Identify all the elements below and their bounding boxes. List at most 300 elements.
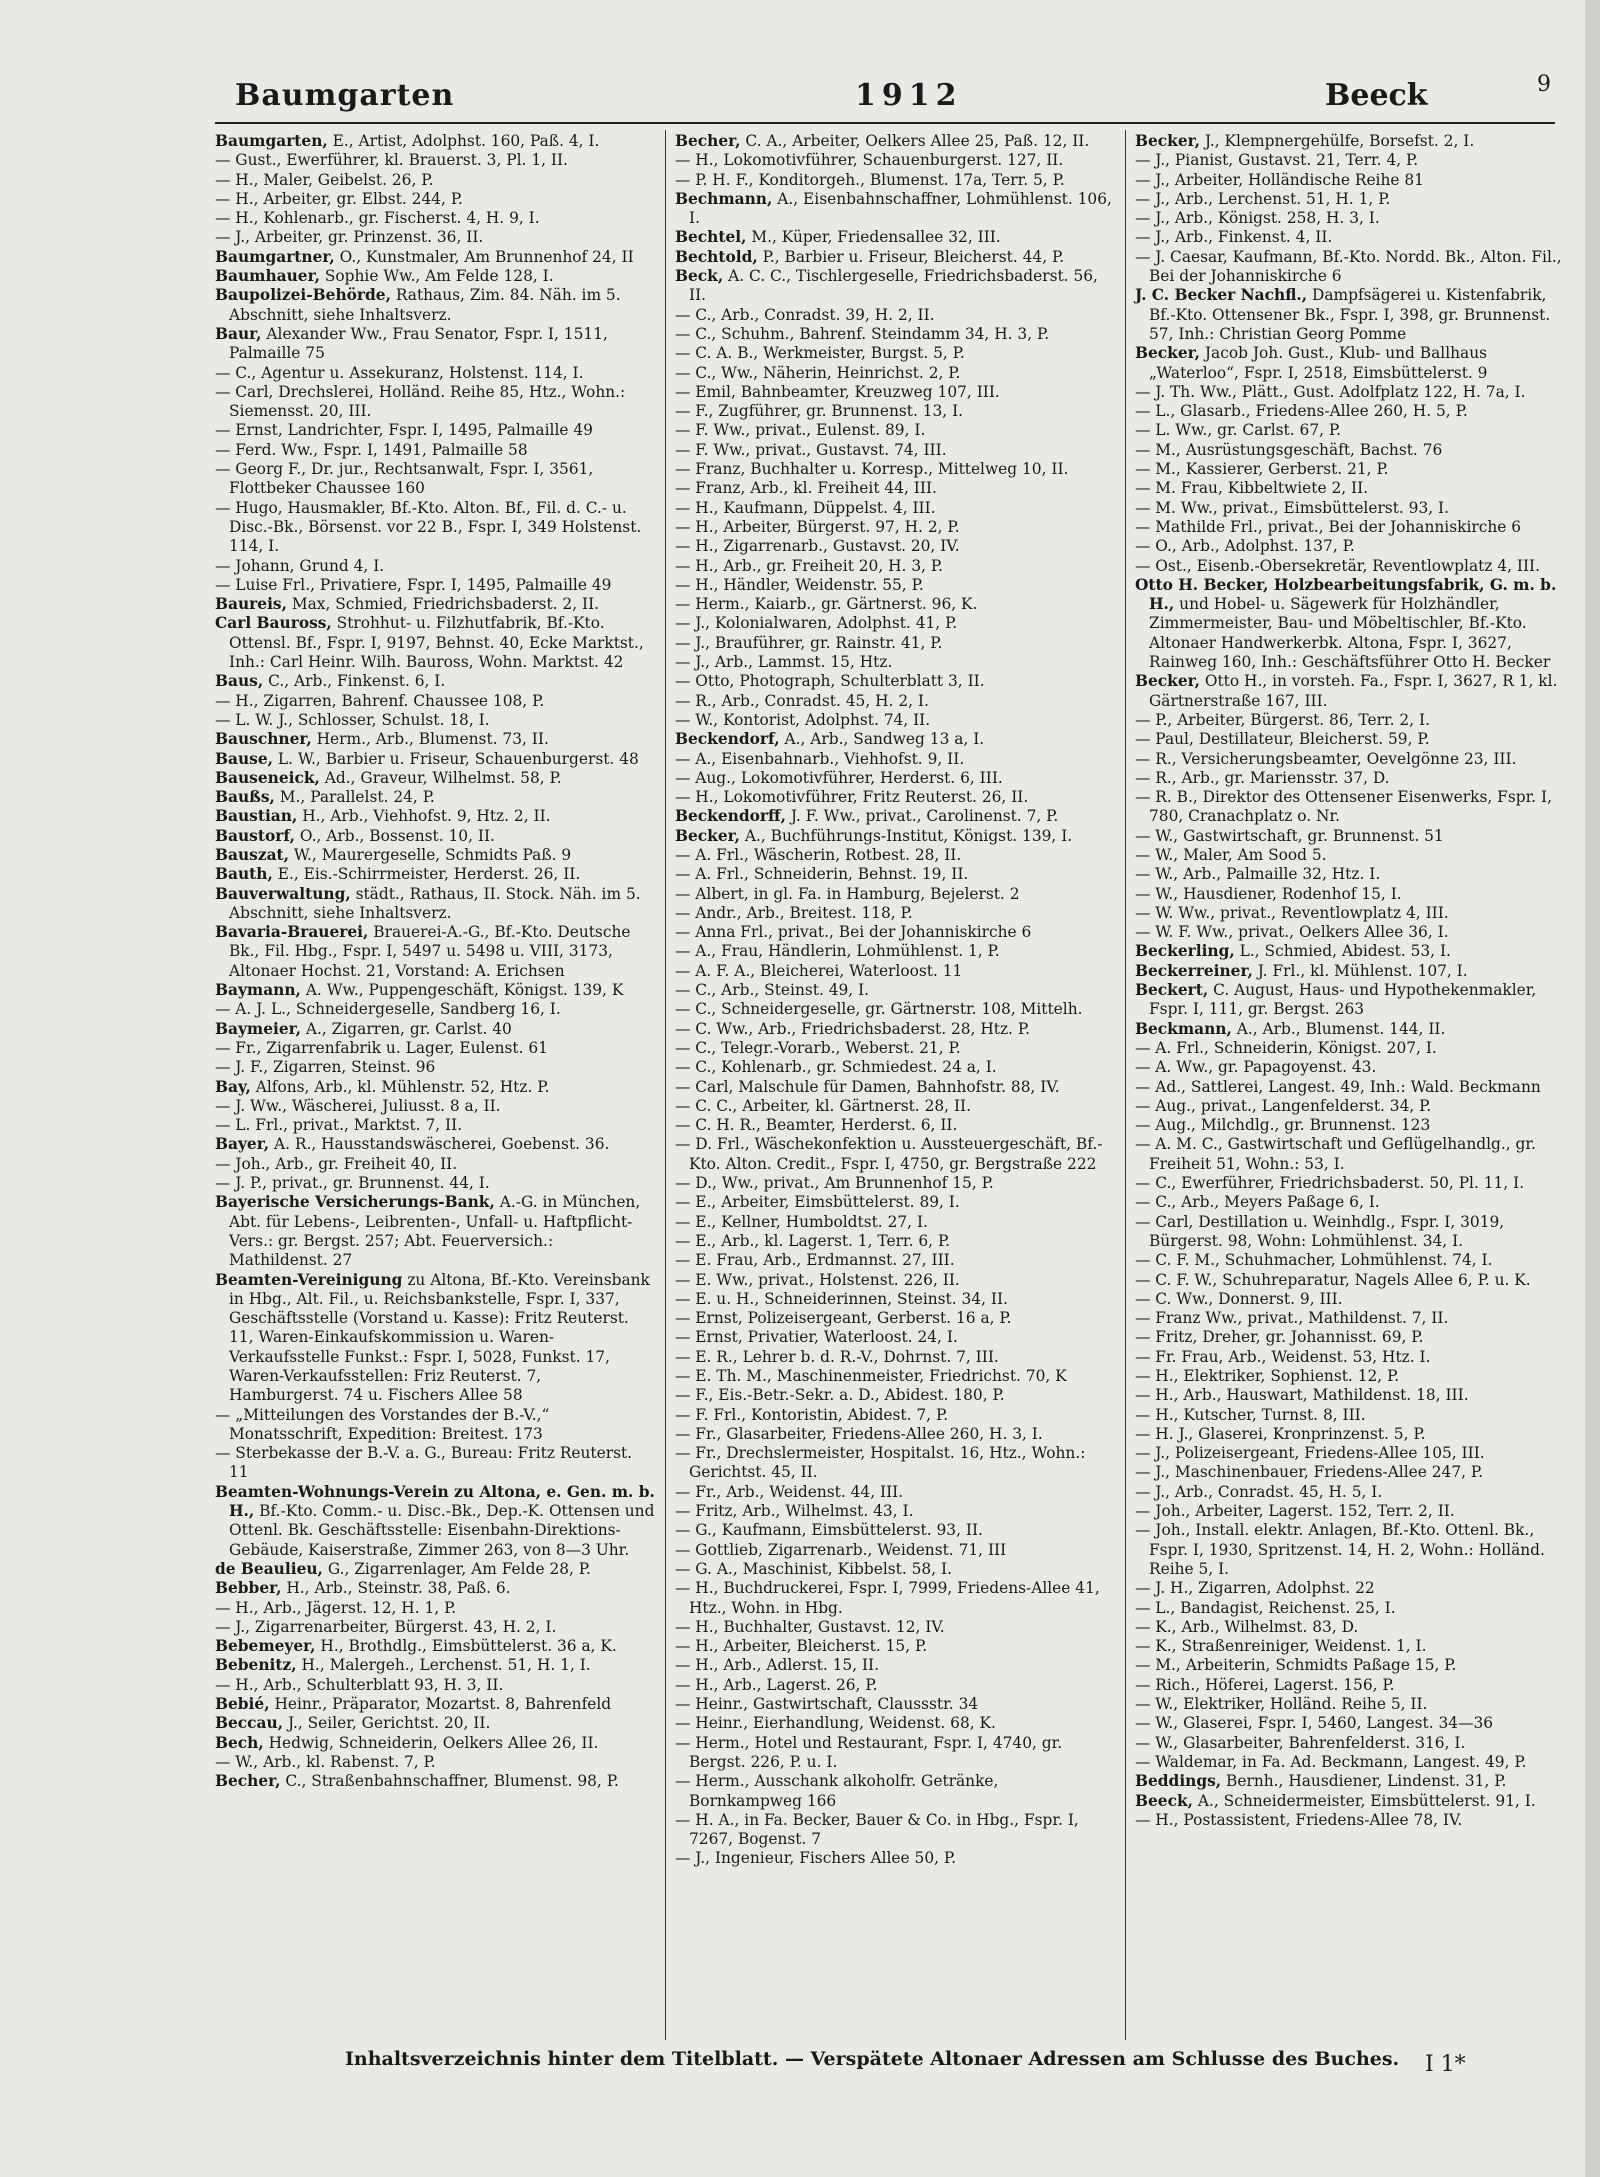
directory-entry: [1135, 1792, 1575, 1811]
directory-entry: [215, 1078, 655, 1097]
directory-entry: [675, 228, 1115, 247]
directory-entry: [675, 267, 1115, 306]
entry-details: — A. Frl., Schneiderin, Behnst. 19, II.: [675, 865, 969, 884]
directory-entry: [1135, 1714, 1575, 1733]
entry-surname: Baumhauer,: [215, 267, 320, 286]
directory-entry: [1135, 499, 1575, 518]
directory-entry: [215, 923, 655, 981]
directory-entry: [675, 1849, 1115, 1868]
entry-details: — H., Zigarren, Bahrenf. Chaussee 108, P.: [215, 691, 545, 710]
directory-entry: [675, 672, 1115, 691]
entry-details: Ad., Graveur, Wilhelmst. 58, P.: [319, 768, 562, 787]
entry-surname: Becher,: [675, 132, 741, 150]
entry-surname: Beamten-Wohnungs-Verein zu Altona, e. Gen. m. b. H.,: [215, 1482, 655, 1521]
entry-details: — J., Arb., Finkenst. 4, II.: [1135, 228, 1333, 247]
directory-entry: [215, 286, 655, 325]
entry-details: — C. H. R., Beamter, Herderst. 6, II.: [675, 1116, 958, 1135]
entry-details: C., Straßenbahnschaffner, Blumenst. 98, P.: [280, 1772, 619, 1791]
directory-entry: [215, 981, 655, 1000]
directory-entry: [675, 576, 1115, 595]
directory-entry: [675, 518, 1115, 537]
entry-details: Alfons, Arb., kl. Mühlenstr. 52, Htz. P.: [250, 1077, 550, 1096]
entry-details: — H., Arb., Adlerst. 15, II.: [675, 1656, 880, 1675]
entry-details: — E. Ww., privat., Holstenst. 226, II.: [675, 1270, 960, 1289]
directory-entry: [675, 1406, 1115, 1425]
directory-entry: [215, 1058, 655, 1077]
directory-entry: [215, 460, 655, 499]
entry-surname: Otto H. Becker, Holzbearbeitungsfabrik, G. m. b. H.,: [1135, 575, 1557, 614]
directory-entry: [675, 1541, 1115, 1560]
entry-details: — J., Maschinenbauer, Friedens-Allee 247, P.: [1135, 1463, 1484, 1482]
entry-details: — L. Frl., privat., Marktst. 7, II.: [215, 1116, 463, 1135]
entry-details: — H., Lokomotivführer, Schauenburgerst. 127, II.: [675, 151, 1064, 170]
directory-entry: [1135, 904, 1575, 923]
entry-details: — R. B., Direktor des Ottensener Eisenwerks, Fspr. I, 780, Cranachplatz o. Nr.: [1135, 788, 1553, 826]
directory-entry: [675, 1714, 1115, 1733]
entry-details: Strohhut- u. Filzhutfabrik, Bf.-Kto. Ottensl. Bf., Fspr. I, 9197, Behnst. 40, Ecke Marktst., Inh.: Carl Heinr. Wilh. Bauross, Wohn. Marktst. 42: [229, 614, 644, 672]
entry-details: — C., Schneidergeselle, gr. Gärtnerstr. 108, Mittelh.: [675, 1000, 1083, 1019]
entry-details: L. W., Barbier u. Friseur, Schauenburgerst. 48: [273, 749, 639, 768]
directory-entry: [1135, 1618, 1575, 1637]
entry-surname: Bause,: [215, 749, 273, 768]
entry-surname: de Beaulieu,: [215, 1559, 323, 1578]
directory-entry: [675, 1000, 1115, 1019]
entry-details: — Carl, Malschule für Damen, Bahnhofstr. 88, IV.: [675, 1077, 1060, 1096]
directory-entry: [215, 827, 655, 846]
entry-surname: Bayerische Versicherungs-Bank,: [215, 1193, 495, 1212]
entry-details: — C., Arb., Meyers Paßage 6, I.: [1135, 1193, 1380, 1212]
entry-surname: Bechtold,: [675, 247, 758, 266]
directory-entry: [1135, 441, 1575, 460]
entry-details: — Albert, in gl. Fa. in Hamburg, Bejelerst. 2: [675, 884, 1020, 903]
column-divider: [665, 130, 666, 2040]
column-2: [675, 132, 1115, 1869]
directory-entry: [675, 499, 1115, 518]
directory-entry: [675, 1078, 1115, 1097]
directory-entry: [1135, 1734, 1575, 1753]
directory-entry: [675, 1213, 1115, 1232]
entry-details: — M., Arbeiterin, Schmidts Paßage 15, P.: [1135, 1656, 1457, 1675]
entry-surname: Baupolizei-Behörde,: [215, 286, 391, 305]
entry-details: — R., Arb., gr. Mariensstr. 37, D.: [1135, 768, 1390, 787]
directory-entry: [1135, 962, 1575, 981]
directory-entry: [675, 1637, 1115, 1656]
entry-details: — C., Kohlenarb., gr. Schmiedest. 24 a, I.: [675, 1058, 997, 1077]
entry-surname: Baumgartner,: [215, 247, 335, 266]
directory-entry: [675, 1656, 1115, 1675]
directory-entry: [1135, 576, 1575, 672]
entry-details: H., Malergeh., Lerchenst. 51, H. 1, I.: [296, 1656, 591, 1675]
entry-details: — Ernst, Landrichter, Fspr. I, 1495, Palmaille 49: [215, 421, 593, 440]
entry-details: — Heinr., Eierhandlung, Weidenst. 68, K.: [675, 1714, 996, 1733]
entry-details: — Aug., Lokomotivführer, Herderst. 6, III.: [675, 768, 1003, 787]
entry-surname: Beddings,: [1135, 1772, 1222, 1791]
entry-details: J., Seiler, Gerichtst. 20, II.: [283, 1714, 491, 1733]
entry-surname: Baureis,: [215, 595, 287, 614]
entry-details: — C., Telegr.-Vorarb., Weberst. 21, P.: [675, 1038, 961, 1057]
entry-surname: Baustorf,: [215, 826, 295, 845]
entry-details: — J., Brauführer, gr. Rainstr. 41, P.: [675, 633, 943, 652]
directory-entry: [1135, 1251, 1575, 1270]
directory-entry: [215, 1020, 655, 1039]
directory-entry: [1135, 1521, 1575, 1579]
directory-entry: [1135, 344, 1575, 383]
column-divider: [1125, 130, 1126, 2040]
entry-details: A. C. C., Tischlergeselle, Friedrichsbaderst. 56, II.: [689, 267, 1098, 305]
entry-details: — K., Arb., Wilhelmst. 83, D.: [1135, 1617, 1359, 1636]
entry-details: A., Schneidermeister, Eimsbüttelerst. 91, I.: [1193, 1791, 1536, 1810]
directory-entry: [215, 1579, 655, 1598]
directory-entry: [675, 942, 1115, 961]
entry-details: — Ferd. Ww., Fspr. I, 1491, Palmaille 58: [215, 440, 528, 459]
entry-details: — Joh., Arb., gr. Freiheit 40, II.: [215, 1154, 458, 1173]
header-first-name: Baumgarten: [235, 78, 455, 113]
directory-entry: [675, 1271, 1115, 1290]
entry-details: J., Klempnergehülfe, Borsefst. 2, I.: [1199, 132, 1475, 150]
entry-details: — F. Frl., Kontoristin, Abidest. 7, P.: [675, 1405, 949, 1424]
entry-details: Sophie Ww., Am Felde 128, I.: [319, 267, 554, 286]
entry-details: — J., Arb., Lerchenst. 51, H. 1, P.: [1135, 189, 1391, 208]
directory-entry: [675, 1039, 1115, 1058]
entry-surname: Beck,: [675, 267, 724, 286]
entry-details: H., Brothdlg., Eimsbüttelerst. 36 a, K.: [315, 1637, 617, 1656]
directory-entry: [1135, 1386, 1575, 1405]
entry-details: — F. Ww., privat., Eulenst. 89, I.: [675, 421, 926, 440]
directory-entry: [215, 1618, 655, 1637]
directory-entry: [675, 750, 1115, 769]
directory-entry: [675, 1135, 1115, 1174]
entry-details: — C., Schuhm., Bahrenf. Steindamm 34, H. 3, P.: [675, 324, 1050, 343]
entry-details: — A. F. A., Bleicherei, Waterloost. 11: [675, 961, 963, 980]
entry-details: — Ernst, Polizeisergeant, Gerberst. 16 a, P.: [675, 1309, 1012, 1328]
directory-entry: [215, 1155, 655, 1174]
directory-entry: [675, 248, 1115, 267]
header-year: 1912: [855, 78, 963, 113]
directory-entry: [1135, 1599, 1575, 1618]
entry-details: — G., Kaufmann, Eimsbüttelerst. 93, II.: [675, 1521, 983, 1540]
directory-entry: [215, 1271, 655, 1406]
entry-surname: Bay,: [215, 1077, 251, 1096]
entry-details: A., Arb., Blumenst. 144, II.: [1231, 1019, 1446, 1038]
directory-entry: [215, 1637, 655, 1656]
entry-details: Rathaus, Zim. 84. Näh. im 5. Abschnitt, siehe Inhaltsverz.: [229, 286, 621, 324]
entry-details: — H., Arb., Jägerst. 12, H. 1, P.: [215, 1598, 457, 1617]
directory-entry: [1135, 1348, 1575, 1367]
directory-entry: [215, 769, 655, 788]
entry-details: — Heinr., Gastwirtschaft, Claussstr. 34: [675, 1695, 979, 1714]
entry-details: Jacob Joh. Gust., Klub- und Ballhaus „Waterloo“, Fspr. I, 2518, Eimsbüttelerst. 9: [1149, 344, 1488, 382]
directory-entry: [675, 190, 1115, 229]
directory-entry: [675, 1367, 1115, 1386]
entry-details: — H., Kaufmann, Düppelst. 4, III.: [675, 498, 936, 517]
directory-entry: [215, 171, 655, 190]
entry-surname: Baus,: [215, 672, 264, 691]
directory-entry: [1135, 383, 1575, 402]
entry-details: — Rich., Höferei, Lagerst. 156, P.: [1135, 1675, 1395, 1694]
entry-details: — H., Arb., Schulterblatt 93, H. 3, II.: [215, 1675, 504, 1694]
directory-entry: [675, 1290, 1115, 1309]
entry-details: — Fr. Frau, Arb., Weidenst. 53, Htz. I.: [1135, 1347, 1431, 1366]
directory-entry: [1135, 1656, 1575, 1675]
entry-details: O., Kunstmaler, Am Brunnenhof 24, II: [334, 247, 634, 266]
directory-entry: [215, 672, 655, 691]
entry-details: — Waldemar, in Fa. Ad. Beckmann, Langest. 49, P.: [1135, 1752, 1527, 1771]
entry-details: — H., Arbeiter, gr. Elbst. 244, P.: [215, 189, 463, 208]
directory-entry: [1135, 1039, 1575, 1058]
directory-entry: [215, 325, 655, 364]
entry-details: A., Zigarren, gr. Carlst. 40: [301, 1019, 512, 1038]
entry-details: — Franz, Arb., kl. Freiheit 44, III.: [675, 479, 937, 498]
entry-surname: Beckert,: [1135, 981, 1209, 1000]
entry-details: — J. Ww., Wäscherei, Juliusst. 8 a, II.: [215, 1096, 501, 1115]
entry-surname: Baußs,: [215, 788, 275, 807]
entry-details: — C. Ww., Arb., Friedrichsbaderst. 28, Htz. P.: [675, 1019, 1030, 1038]
directory-entry: [215, 1599, 655, 1618]
directory-entry: [675, 1560, 1115, 1579]
entry-details: — J., Arbeiter, Holländische Reihe 81: [1135, 170, 1424, 189]
directory-entry: [1135, 460, 1575, 479]
directory-entry: [675, 132, 1115, 151]
entry-details: — Herm., Hotel und Restaurant, Fspr. I, 4740, gr. Bergst. 226, P. u. I.: [675, 1733, 1063, 1771]
directory-entry: [1135, 1097, 1575, 1116]
directory-entry: [215, 1483, 655, 1560]
directory-entry: [215, 1656, 655, 1675]
entry-surname: Beckerreiner,: [1135, 961, 1253, 980]
directory-entry: [1135, 1772, 1575, 1791]
directory-entry: [1135, 1463, 1575, 1482]
entry-details: — F., Eis.-Betr.-Sekr. a. D., Abidest. 180, P.: [675, 1386, 1005, 1405]
directory-entry: [215, 1734, 655, 1753]
directory-entry: [675, 653, 1115, 672]
directory-entry: [1135, 421, 1575, 440]
entry-surname: Bauverwaltung,: [215, 884, 351, 903]
entry-details: — Herm., Kaiarb., gr. Gärtnerst. 96, K.: [675, 595, 978, 614]
entry-details: — W., Maler, Am Sood 5.: [1135, 845, 1327, 864]
directory-entry: [675, 1734, 1115, 1773]
entry-details: — Otto, Photograph, Schulterblatt 3, II.: [675, 672, 985, 691]
directory-entry: [675, 1444, 1115, 1483]
directory-entry: [675, 962, 1115, 981]
directory-entry: [675, 730, 1115, 749]
entry-details: — C. C., Arbeiter, kl. Gärtnerst. 28, II.: [675, 1096, 972, 1115]
entry-details: — Aug., privat., Langenfelderst. 34, P.: [1135, 1096, 1432, 1115]
entry-details: — R., Versicherungsbeamter, Oevelgönne 23, III.: [1135, 749, 1517, 768]
directory-entry: [675, 885, 1115, 904]
entry-details: — P., Arbeiter, Bürgerst. 86, Terr. 2, I.: [1135, 710, 1430, 729]
entry-details: — F. Ww., privat., Gustavst. 74, III.: [675, 440, 947, 459]
entry-surname: Baur,: [215, 324, 262, 343]
directory-entry: [1135, 942, 1575, 961]
entry-surname: Baymeier,: [215, 1019, 301, 1038]
directory-entry: [675, 1483, 1115, 1502]
entry-details: — G. A., Maschinist, Kibbelst. 58, I.: [675, 1559, 952, 1578]
directory-entry: [1135, 1579, 1575, 1598]
directory-entry: [1135, 1290, 1575, 1309]
directory-entry: [675, 1772, 1115, 1811]
entry-details: — E. R., Lehrer b. d. R.-V., Dohrnst. 7, III.: [675, 1347, 999, 1366]
entry-details: — A. Frl., Schneiderin, Königst. 207, I.: [1135, 1038, 1437, 1057]
entry-details: — Johann, Grund 4, I.: [215, 556, 385, 575]
entry-details: — E. Th. M., Maschinenmeister, Friedrichst. 70, K: [675, 1367, 1067, 1385]
entry-details: — P. H. F., Konditorgeh., Blumenst. 17a, Terr. 5, P.: [675, 170, 1065, 189]
directory-entry: [675, 827, 1115, 846]
directory-entry: [675, 923, 1115, 942]
directory-entry: [675, 1309, 1115, 1328]
directory-entry: [215, 807, 655, 826]
entry-details: — Fr., Glasarbeiter, Friedens-Allee 260, H. 3, I.: [675, 1424, 1043, 1443]
entry-details: — J., Ingenieur, Fischers Allee 50, P.: [675, 1849, 957, 1868]
directory-entry: [1135, 923, 1575, 942]
entry-details: — M. Ww., privat., Eimsbüttelerst. 93, I.: [1135, 498, 1450, 517]
entry-surname: Baumgarten,: [215, 132, 328, 150]
entry-details: — Luise Frl., Privatiere, Fspr. I, 1495, Palmaille 49: [215, 575, 612, 594]
directory-entry: [215, 1097, 655, 1116]
directory-entry: [1135, 1811, 1575, 1830]
entry-details: A., Eisenbahnschaffner, Lohmühlenst. 106, I.: [689, 189, 1112, 228]
entry-details: — J. F., Zigarren, Steinst. 96: [215, 1058, 436, 1077]
directory-entry: [1135, 1058, 1575, 1077]
entry-details: — Ost., Eisenb.-Obersekretär, Reventlowplatz 4, III.: [1135, 556, 1541, 575]
directory-entry: [215, 595, 655, 614]
entry-details: — F., Zugführer, gr. Brunnenst. 13, I.: [675, 402, 964, 421]
directory-entry: [675, 306, 1115, 325]
directory-entry: [675, 769, 1115, 788]
directory-entry: [675, 788, 1115, 807]
entry-details: E., Eis.-Schirrmeister, Herderst. 26, II.: [272, 865, 581, 884]
entry-details: — H., Arbeiter, Bleicherst. 15, P.: [675, 1637, 928, 1656]
entry-details: — H., Maler, Geibelst. 26, P.: [215, 170, 434, 189]
entry-surname: Bechmann,: [675, 189, 773, 208]
header-rule: [215, 122, 1555, 124]
entry-details: A., Buchführungs-Institut, Königst. 139, I.: [739, 826, 1073, 845]
directory-entry: [675, 1097, 1115, 1116]
directory-entry: [215, 228, 655, 247]
entry-details: — Aug., Milchdlg., gr. Brunnenst. 123: [1135, 1116, 1431, 1135]
directory-entry: [1135, 981, 1575, 1020]
directory-entry: [1135, 1406, 1575, 1425]
directory-entry: [1135, 151, 1575, 170]
directory-entry: [1135, 1020, 1575, 1039]
entry-surname: Beckendorff,: [675, 807, 786, 826]
directory-entry: [675, 1695, 1115, 1714]
directory-entry: [1135, 1637, 1575, 1656]
entry-details: — C. Ww., Donnerst. 9, III.: [1135, 1289, 1343, 1308]
directory-entry: [215, 885, 655, 924]
directory-entry: [215, 132, 655, 151]
directory-entry: [1135, 1502, 1575, 1521]
entry-details: — D., Ww., privat., Am Brunnenhof 15, P.: [675, 1174, 994, 1193]
entry-details: — M. Frau, Kibbeltwiete 2, II.: [1135, 479, 1369, 498]
entry-details: Otto H., in vorsteh. Fa., Fspr. I, 3627, R 1, kl. Gärtnerstraße 167, III.: [1149, 672, 1558, 710]
directory-entry: [215, 1193, 655, 1270]
entry-details: H., Arb., Steinstr. 38, Paß. 6.: [281, 1579, 511, 1598]
entry-details: — H., Buchdruckerei, Fspr. I, 7999, Friedens-Allee 41, Htz., Wohn. in Hbg.: [675, 1579, 1100, 1617]
entry-surname: Bayer,: [215, 1135, 270, 1154]
entry-details: — Carl, Destillation u. Weinhdlg., Fspr. I, 3019, Bürgerst. 98, Wohn: Lohmühlenst. 34, I.: [1135, 1212, 1505, 1250]
entry-details: — A. Frl., Wäscherin, Rotbest. 28, II.: [675, 845, 962, 864]
entry-details: — Franz, Buchhalter u. Korresp., Mittelweg 10, II.: [675, 460, 1069, 479]
directory-entry: [675, 634, 1115, 653]
entry-details: C. August, Haus- und Hypothekenmakler, Fspr. I, 111, gr. Bergst. 263: [1149, 981, 1537, 1019]
directory-entry: [675, 1425, 1115, 1444]
directory-entry: [1135, 1116, 1575, 1135]
entry-details: Alexander Ww., Frau Senator, Fspr. I, 1511, Palmaille 75: [229, 324, 608, 363]
entry-surname: Beeck,: [1135, 1791, 1193, 1810]
directory-entry: [215, 1714, 655, 1733]
entry-details: — W., Elektriker, Holländ. Reihe 5, II.: [1135, 1695, 1428, 1714]
directory-page: [195, 60, 1575, 2140]
entry-details: Bf.-Kto. Comm.- u. Disc.-Bk., Dep.-K. Ottensen und Ottenl. Bk. Geschäftsstelle: Eisenbahn-Direktions-Gebäude, Kaiserstraße, Zimmer 263, von 8—3 Uhr.: [229, 1502, 655, 1559]
entry-details: — W. F. Ww., privat., Oelkers Allee 36, I.: [1135, 923, 1449, 942]
entry-details: C. A., Arbeiter, Oelkers Allee 25, Paß. 12, II.: [740, 132, 1090, 150]
directory-entry: [675, 1348, 1115, 1367]
entry-details: — Herm., Ausschank alkoholfr. Getränke, Bornkampweg 166: [675, 1772, 999, 1810]
page-footer: [345, 2048, 1545, 2077]
entry-details: — „Mitteilungen des Vorstandes der B.-V.,“ Monatsschrift, Expedition: Breitest. 173: [215, 1405, 550, 1443]
directory-entry: [675, 557, 1115, 576]
directory-entry: [1135, 730, 1575, 749]
header-last-name: Beeck: [1325, 78, 1428, 113]
entry-details: — L., Glasarb., Friedens-Allee 260, H. 5, P.: [1135, 402, 1468, 421]
directory-entry: [675, 537, 1115, 556]
entry-details: C., Arb., Finkenst. 6, I.: [263, 672, 446, 691]
entry-details: — C., Arb., Steinst. 49, I.: [675, 981, 870, 1000]
directory-entry: [1135, 1193, 1575, 1212]
directory-entry: [215, 1444, 655, 1483]
entry-surname: Becher,: [215, 1772, 281, 1791]
directory-entry: [675, 1811, 1115, 1850]
entry-details: — H., Händler, Weidenstr. 55, P.: [675, 575, 924, 594]
entry-details: — R., Arb., Conradst. 45, H. 2, I.: [675, 691, 929, 710]
directory-entry: [215, 1000, 655, 1019]
entry-surname: Beckmann,: [1135, 1019, 1232, 1038]
entry-details: — W., Glasarbeiter, Bahrenfelderst. 316, I.: [1135, 1733, 1466, 1752]
directory-entry: [1135, 788, 1575, 827]
directory-entry: [1135, 827, 1575, 846]
entry-surname: Beckerling,: [1135, 942, 1235, 961]
directory-entry: [1135, 537, 1575, 556]
entry-details: P., Barbier u. Friseur, Bleicherst. 44, P.: [757, 247, 1065, 266]
directory-entry: [215, 499, 655, 557]
directory-entry: [215, 788, 655, 807]
entry-details: — J., Arb., Conradst. 45, H. 5, I.: [1135, 1482, 1383, 1501]
entry-details: — L. Ww., gr. Carlst. 67, P.: [1135, 421, 1342, 440]
entry-surname: Baustian,: [215, 807, 298, 826]
directory-entry: [675, 364, 1115, 383]
entry-details: — Joh., Install. elektr. Anlagen, Bf.-Kto. Ottenl. Bk., Fspr. I, 1930, Spritzenst. 14, H. 2, Wohn.: Holländ. Reihe 5, I.: [1135, 1521, 1545, 1578]
directory-entry: [215, 1560, 655, 1579]
directory-entry: [215, 1135, 655, 1154]
directory-entry: [675, 441, 1115, 460]
entry-surname: Bauschner,: [215, 730, 312, 749]
directory-entry: [1135, 1135, 1575, 1174]
entry-details: J. Frl., kl. Mühlenst. 107, I.: [1252, 961, 1468, 980]
directory-entry: [215, 209, 655, 228]
entry-details: — Sterbekasse der B.-V. a. G., Bureau: Fritz Reuterst. 11: [215, 1444, 633, 1482]
entry-details: — Ad., Sattlerei, Langest. 49, Inh.: Wald. Beckmann: [1135, 1077, 1541, 1096]
directory-entry: [675, 1116, 1115, 1135]
entry-details: — C. F. W., Schuhreparatur, Nagels Allee 6, P. u. K.: [1135, 1270, 1531, 1289]
directory-entry: [1135, 557, 1575, 576]
directory-entry: [215, 614, 655, 672]
directory-entry: [1135, 885, 1575, 904]
directory-entry: [215, 750, 655, 769]
entry-details: Dampfsägerei u. Kistenfabrik, Bf.-Kto. Ottensener Bk., Fspr. I, 398, gr. Brunnenst. 57, Inh.: Christian Georg Pomme: [1149, 286, 1551, 343]
entry-surname: Bavaria-Brauerei,: [215, 923, 369, 942]
directory-entry: [215, 364, 655, 383]
directory-entry: [1135, 1328, 1575, 1347]
entry-details: — C. F. M., Schuhmacher, Lohmühlenst. 74, I.: [1135, 1251, 1493, 1270]
